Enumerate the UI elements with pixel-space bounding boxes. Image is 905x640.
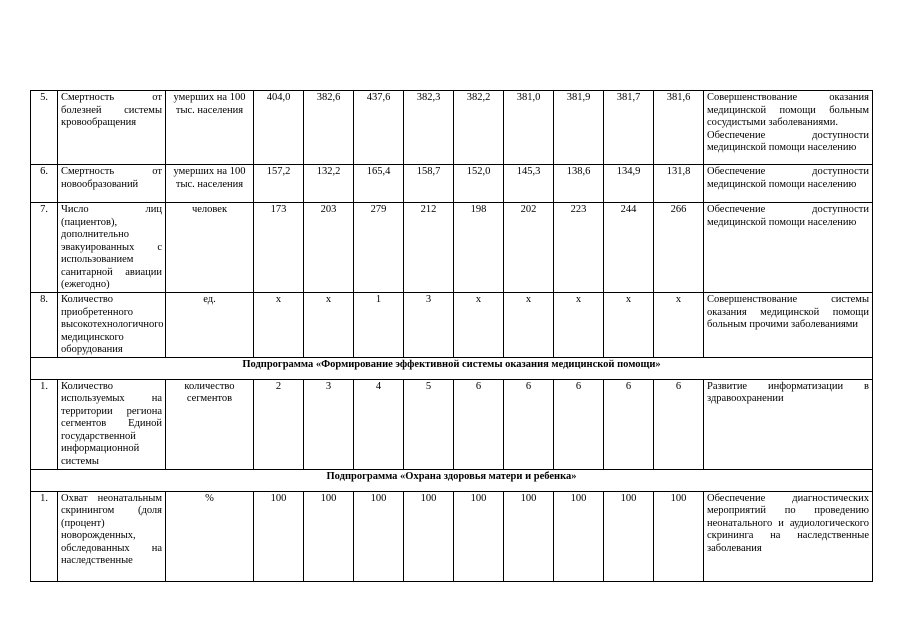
indicator-value: 202 (504, 203, 554, 293)
row-number: 1. (31, 379, 58, 469)
indicator-value: 6 (654, 379, 704, 469)
subprogram-row (31, 469, 873, 491)
indicator-value: 244 (604, 203, 654, 293)
indicator-value: 145,3 (504, 165, 554, 203)
goal-description (704, 491, 873, 581)
unit-of-measure: умерших на 100 тыс. населения (166, 165, 254, 203)
goal-description (704, 203, 873, 293)
indicator-value: 382,3 (404, 91, 454, 165)
indicator-value: 266 (654, 203, 704, 293)
indicators-table (30, 90, 873, 582)
indicator-value: 198 (454, 203, 504, 293)
goal-text: Развитие информатизации в здравоохранении (707, 380, 869, 404)
table-row (31, 165, 873, 203)
indicator-value: 157,2 (254, 165, 304, 203)
indicator-value: 223 (554, 203, 604, 293)
indicator-value: 158,7 (404, 165, 454, 203)
table-row (31, 379, 873, 469)
indicator-value: 134,9 (604, 165, 654, 203)
goal-text: Совершенствование системы оказания медицинской помощи больным прочими заболеваниями (707, 294, 869, 330)
indicator-value: х (554, 293, 604, 358)
indicator-value: 404,0 (254, 91, 304, 165)
unit-of-measure: умерших на 100 тыс. населения (166, 91, 254, 165)
goal-text: Обеспечение диагностических мероприятий по проведению неонатального и аудиологического скрининга на наследственные заболевания (707, 492, 869, 554)
row-number: 7. (31, 203, 58, 293)
indicator-value: 1 (354, 293, 404, 358)
row-number: 6. (31, 165, 58, 203)
indicator-value: 131,8 (654, 165, 704, 203)
indicator-value: х (304, 293, 354, 358)
indicator-value: 138,6 (554, 165, 604, 203)
indicator-value: 3 (304, 379, 354, 469)
indicator-value: 152,0 (454, 165, 504, 203)
indicator-value: 381,7 (604, 91, 654, 165)
unit-of-measure: % (166, 491, 254, 581)
goal-text: Обеспечение доступности медицинской помощи населению (707, 166, 869, 190)
table-row (31, 91, 873, 165)
indicator-value: 2 (254, 379, 304, 469)
indicator-value: 382,2 (454, 91, 504, 165)
indicator-name: Количество используемых на территории региона сегментов Единой государственной информационной системы (58, 379, 166, 469)
indicator-value: 100 (554, 491, 604, 581)
indicator-value: 381,6 (654, 91, 704, 165)
table-row (31, 491, 873, 581)
indicator-name: Число лиц (пациентов), дополнительно эвакуированных с использованием санитарной авиации (ежегодно) (58, 203, 166, 293)
indicator-value: 6 (454, 379, 504, 469)
goal-text: Обеспечение доступности медицинской помощи населению (707, 204, 869, 228)
indicator-name: Количество приобретенного высокотехнологичного медицинского оборудования (58, 293, 166, 358)
indicator-name: Смертность от новообразований (58, 165, 166, 203)
goal-description (704, 165, 873, 203)
indicator-value: 5 (404, 379, 454, 469)
row-number: 5. (31, 91, 58, 165)
unit-of-measure: количество сегментов (166, 379, 254, 469)
table-row (31, 203, 873, 293)
goal-description (704, 379, 873, 469)
indicator-value: 279 (354, 203, 404, 293)
goal-text: Обеспечение доступности медицинской помощи населению (707, 129, 869, 153)
indicator-value: 381,0 (504, 91, 554, 165)
indicator-value: 100 (254, 491, 304, 581)
row-number: 8. (31, 293, 58, 358)
indicator-value: 203 (304, 203, 354, 293)
indicator-name: Смертность от болезней системы кровообращения (58, 91, 166, 165)
indicator-value: 100 (354, 491, 404, 581)
indicator-value: 437,6 (354, 91, 404, 165)
row-number: 1. (31, 491, 58, 581)
goal-text: Совершенствование оказания медицинской помощи больным сосудистыми заболеваниями. (707, 92, 869, 128)
goal-description (704, 293, 873, 358)
indicator-value: 6 (604, 379, 654, 469)
indicator-value: х (254, 293, 304, 358)
indicator-value: х (654, 293, 704, 358)
subprogram-row (31, 357, 873, 379)
unit-of-measure: человек (166, 203, 254, 293)
indicator-value: 100 (404, 491, 454, 581)
indicator-value: 132,2 (304, 165, 354, 203)
subprogram-title: Подпрограмма «Формирование эффективной системы оказания медицинской помощи» (31, 357, 873, 379)
indicator-value: х (604, 293, 654, 358)
indicator-value: 6 (554, 379, 604, 469)
table-body (31, 91, 873, 582)
indicator-value: 4 (354, 379, 404, 469)
indicator-value: 100 (654, 491, 704, 581)
indicator-value: 3 (404, 293, 454, 358)
table-row (31, 293, 873, 358)
indicator-value: 165,4 (354, 165, 404, 203)
indicator-name: Охват неонатальным скринингом (доля (процент) новорожденных, обследованных на наследственные (58, 491, 166, 581)
indicator-value: 173 (254, 203, 304, 293)
indicator-value: 100 (454, 491, 504, 581)
indicator-value: х (454, 293, 504, 358)
indicator-value: х (504, 293, 554, 358)
indicator-value: 382,6 (304, 91, 354, 165)
subprogram-title: Подпрограмма «Охрана здоровья матери и ребенка» (31, 469, 873, 491)
indicator-value: 212 (404, 203, 454, 293)
indicator-value: 100 (304, 491, 354, 581)
indicator-value: 6 (504, 379, 554, 469)
unit-of-measure: ед. (166, 293, 254, 358)
indicator-value: 100 (504, 491, 554, 581)
indicator-value: 100 (604, 491, 654, 581)
goal-description (704, 91, 873, 165)
indicator-value: 381,9 (554, 91, 604, 165)
